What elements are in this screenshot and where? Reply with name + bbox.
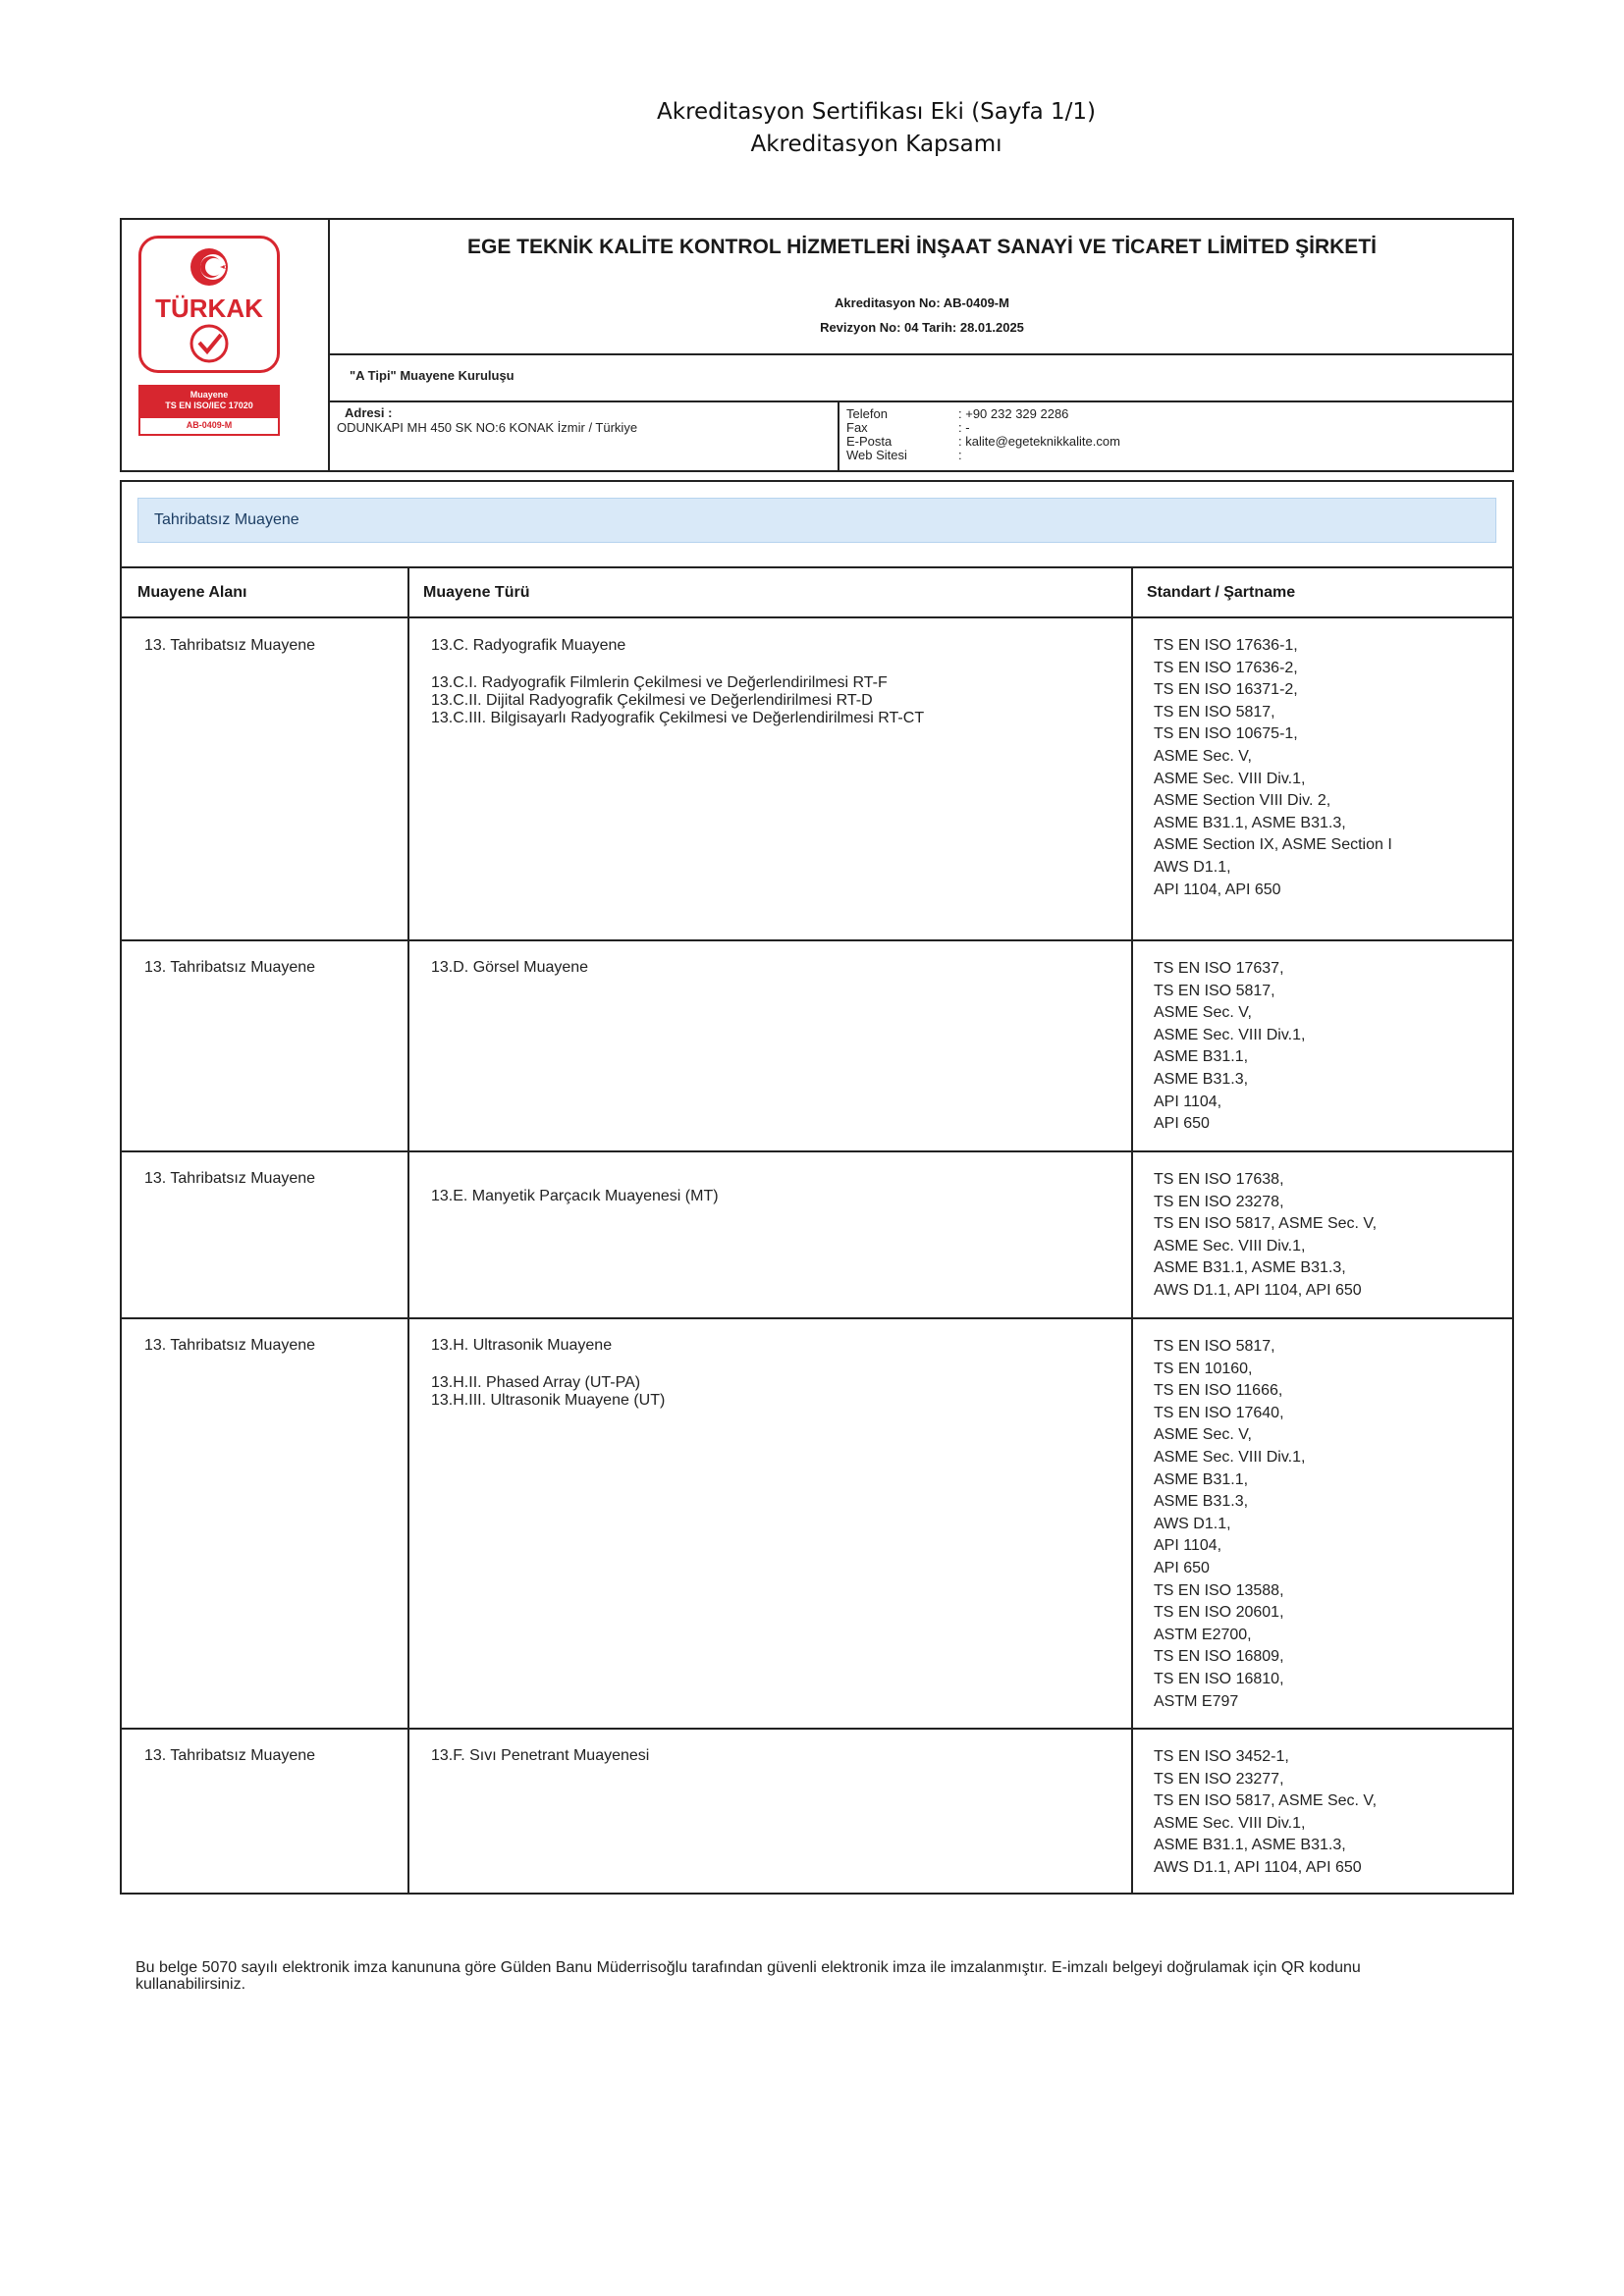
- row-area: 13. Tahribatsız Muayene: [144, 959, 316, 976]
- standard-item: AWS D1.1,: [1154, 858, 1231, 876]
- row-type-title: 13.C. Radyografik Muayene: [431, 637, 626, 654]
- standard-item: ASME Sec. VIII Div.1,: [1154, 1237, 1306, 1255]
- standard-item: TS EN ISO 20601,: [1154, 1604, 1284, 1622]
- standard-item: ASME B31.1, ASME B31.3,: [1154, 1837, 1346, 1854]
- divider: [838, 402, 839, 470]
- header-standard: Standart / Şartname: [1147, 584, 1296, 601]
- row-divider: [122, 1317, 1512, 1319]
- company-name: EGE TEKNİK KALİTE KONTROL HİZMETLERİ İNŞAAT SANAYİ VE TİCARET LİMİTED ŞİRKETİ: [467, 236, 1377, 258]
- logo-line1: Muayene: [189, 390, 229, 400]
- turkak-logo: [138, 236, 280, 373]
- row-area: 13. Tahribatsız Muayene: [144, 1747, 316, 1764]
- row-divider: [122, 939, 1512, 941]
- phone-label: Telefon: [846, 406, 888, 421]
- standard-item: ASME B31.3,: [1154, 1070, 1249, 1088]
- standard-item: TS EN ISO 5817, ASME Sec. V,: [1154, 1215, 1378, 1233]
- standard-item: TS EN ISO 23277,: [1154, 1770, 1284, 1788]
- header-box: [120, 218, 1514, 472]
- row-type-title: 13.D. Görsel Muayene: [431, 959, 589, 976]
- standard-item: TS EN ISO 3452-1,: [1154, 1748, 1289, 1765]
- row-type-sub: 13.H.II. Phased Array (UT-PA) 13.H.III. Ultrasonik Muayene (UT): [431, 1374, 666, 1409]
- standard-item: TS EN ISO 16371-2,: [1154, 681, 1298, 699]
- row-standards: [1154, 1169, 1377, 1303]
- standard-item: ASME B31.1,: [1154, 1470, 1249, 1488]
- standard-item: ASME Sec. V,: [1154, 747, 1252, 765]
- row-area: 13. Tahribatsız Muayene: [144, 1337, 316, 1354]
- standard-item: TS EN ISO 13588,: [1154, 1581, 1284, 1599]
- standard-item: AWS D1.1, API 1104, API 650: [1154, 1281, 1362, 1299]
- logo-cell: [122, 220, 330, 470]
- scope-band: [137, 498, 1496, 543]
- standard-item: TS EN ISO 5817, ASME Sec. V,: [1154, 1792, 1378, 1810]
- row-divider: [122, 616, 1512, 618]
- turkak-brand-text: TÜRKAK: [155, 294, 263, 323]
- standard-item: API 650: [1154, 1559, 1210, 1576]
- standard-item: ASME B31.1, ASME B31.3,: [1154, 814, 1346, 831]
- header-area: Muayene Alanı: [137, 584, 247, 601]
- standard-item: TS EN ISO 17636-2,: [1154, 659, 1298, 676]
- scope-section: [120, 480, 1514, 568]
- logo-code: AB-0409-M: [138, 418, 280, 436]
- standard-item: API 650: [1154, 1115, 1210, 1133]
- turkak-emblem-icon: [141, 239, 277, 370]
- revision-info: Revizyon No: 04 Tarih: 28.01.2025: [820, 320, 1024, 335]
- row-standards: [1154, 958, 1305, 1136]
- logo-line2: TS EN ISO/IEC 17020: [165, 400, 253, 410]
- standard-item: TS EN ISO 23278,: [1154, 1193, 1284, 1210]
- standard-item: AWS D1.1, API 1104, API 650: [1154, 1858, 1362, 1876]
- standard-item: TS EN ISO 11666,: [1154, 1382, 1283, 1400]
- row-standards: [1154, 1336, 1305, 1713]
- website-value: :: [958, 448, 962, 462]
- standard-item: TS EN ISO 16809,: [1154, 1648, 1284, 1666]
- standard-item: API 1104,: [1154, 1093, 1222, 1110]
- row-standards: [1154, 635, 1392, 901]
- standard-item: TS EN ISO 5817,: [1154, 703, 1275, 721]
- standard-item: ASTM E797: [1154, 1692, 1239, 1710]
- standard-item: ASTM E2700,: [1154, 1626, 1252, 1643]
- logo-accreditation-label: [138, 385, 280, 438]
- scope-title: Tahribatsız Muayene: [154, 511, 299, 528]
- divider: [330, 353, 1514, 355]
- row-type-title: 13.F. Sıvı Penetrant Muayenesi: [431, 1747, 650, 1764]
- inspection-type: "A Tipi" Muayene Kuruluşu: [350, 368, 514, 383]
- standard-item: TS EN ISO 17640,: [1154, 1404, 1284, 1421]
- column-divider: [407, 568, 409, 1893]
- website-label: Web Sitesi: [846, 448, 907, 462]
- standard-item: ASME B31.1,: [1154, 1048, 1249, 1066]
- row-type-sub: 13.C.I. Radyografik Filmlerin Çekilmesi ve Değerlendirilmesi RT-F 13.C.II. Dijital Radyografik Çekilmesi ve Değerlendirilmesi RT-D 13.C.III. Bilgisayarlı Radyografik Çekilmesi ve Değerlendirilmesi RT-CT: [431, 674, 925, 726]
- standard-item: ASME Sec. VIII Div.1,: [1154, 1814, 1306, 1832]
- row-area: 13. Tahribatsız Muayene: [144, 1170, 316, 1187]
- standard-item: TS EN 10160,: [1154, 1360, 1253, 1377]
- standard-item: TS EN ISO 17636-1,: [1154, 637, 1298, 654]
- standard-item: TS EN ISO 10675-1,: [1154, 725, 1298, 743]
- fax-label: Fax: [846, 420, 868, 435]
- divider: [330, 400, 1514, 402]
- standard-item: AWS D1.1,: [1154, 1515, 1231, 1532]
- standard-item: ASME B31.3,: [1154, 1493, 1249, 1511]
- phone-value: : +90 232 329 2286: [958, 406, 1069, 421]
- row-type-title: 13.H. Ultrasonik Muayene: [431, 1337, 613, 1354]
- standard-item: TS EN ISO 5817,: [1154, 982, 1275, 999]
- standard-item: TS EN ISO 5817,: [1154, 1338, 1275, 1355]
- contact-values: [958, 407, 1120, 462]
- page-title-line2: Akreditasyon Kapsamı: [750, 132, 1002, 157]
- page-title-line1: Akreditasyon Sertifikası Eki (Sayfa 1/1): [657, 99, 1096, 125]
- standard-item: ASME Sec. V,: [1154, 1426, 1252, 1444]
- row-area: 13. Tahribatsız Muayene: [144, 637, 316, 654]
- standard-item: TS EN ISO 16810,: [1154, 1670, 1284, 1687]
- contact-labels: [846, 407, 907, 462]
- address-value: ODUNKAPI MH 450 SK NO:6 KONAK İzmir / Türkiye: [337, 420, 638, 435]
- fax-value: : -: [958, 420, 970, 435]
- email-value: : kalite@egeteknikkalite.com: [958, 434, 1120, 449]
- standard-item: ASME B31.1, ASME B31.3,: [1154, 1259, 1346, 1277]
- standard-item: API 1104, API 650: [1154, 881, 1281, 898]
- accreditation-number: Akreditasyon No: AB-0409-M: [835, 295, 1009, 310]
- standard-item: TS EN ISO 17637,: [1154, 960, 1284, 977]
- standard-item: ASME Sec. V,: [1154, 1004, 1252, 1022]
- e-signature-note: Bu belge 5070 sayılı elektronik imza kanununa göre Gülden Banu Müderrisoğlu tarafından güvenli elektronik imza ile imzalanmıştır. E-imzalı belgeyi doğrulamak için QR kodunu kullanabilirsiniz.: [135, 1959, 1361, 1993]
- email-label: E-Posta: [846, 434, 893, 449]
- standard-item: ASME Sec. VIII Div.1,: [1154, 1448, 1306, 1466]
- standard-item: TS EN ISO 17638,: [1154, 1171, 1284, 1188]
- address-label: Adresi :: [345, 405, 393, 420]
- row-divider: [122, 1728, 1512, 1730]
- row-type-sub: 13.E. Manyetik Parçacık Muayenesi (MT): [431, 1188, 719, 1204]
- standard-item: ASME Sec. VIII Div.1,: [1154, 1026, 1306, 1043]
- standard-item: API 1104,: [1154, 1537, 1222, 1555]
- scope-table: [120, 566, 1514, 1895]
- header-type: Muayene Türü: [423, 584, 530, 601]
- row-standards: [1154, 1746, 1377, 1880]
- row-divider: [122, 1150, 1512, 1152]
- page-title: [0, 96, 1624, 161]
- standard-item: ASME Section IX, ASME Section I: [1154, 836, 1392, 854]
- standard-item: ASME Sec. VIII Div.1,: [1154, 770, 1306, 787]
- standard-item: ASME Section VIII Div. 2,: [1154, 792, 1331, 810]
- column-divider: [1131, 568, 1133, 1893]
